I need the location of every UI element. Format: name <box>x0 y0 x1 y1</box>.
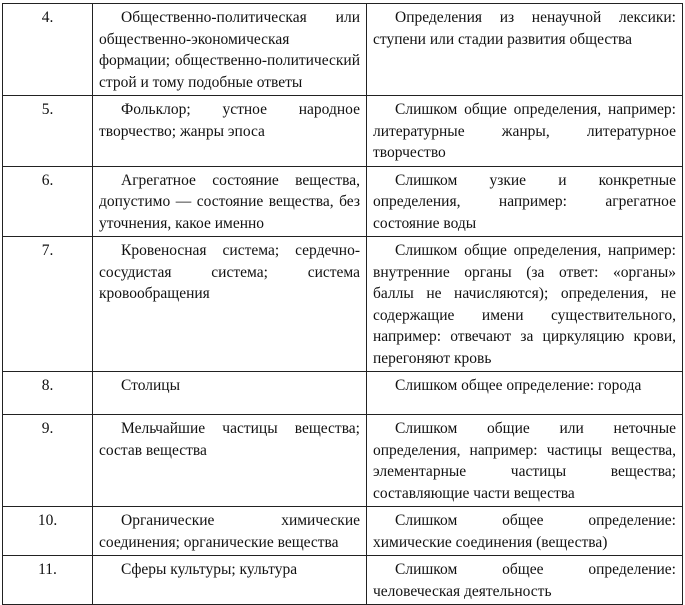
note-text: Слишком узкие и конкретные определения, например: агрегатное состояние воды <box>373 171 676 232</box>
note-cell <box>367 556 683 605</box>
row-number-cell <box>3 96 93 167</box>
note-text: Слишком общее определение: города <box>395 377 642 394</box>
answer-text: Агрегатное состояние вещества, допустимо — состояние вещества, без уточнения, какое именно <box>99 171 360 232</box>
row-number-cell <box>3 507 93 556</box>
row-number: 6. <box>41 171 54 189</box>
criteria-table-body <box>3 4 683 605</box>
row-number: 11. <box>38 561 57 578</box>
table-row <box>3 166 683 237</box>
row-number-cell <box>3 166 93 237</box>
note-cell <box>367 415 683 507</box>
answer-cell <box>93 415 367 507</box>
note-cell <box>367 4 683 96</box>
table-row <box>3 4 683 96</box>
note-text: Определения из ненаучной лексики: ступени или стадии развития общества <box>373 9 676 48</box>
answer-text: Общественно-политическая или общественно-экономическая формации; общественно-политический строй и тому подобные ответы <box>99 9 360 91</box>
answer-text: Органические химические соединения; органические вещества <box>99 512 360 551</box>
criteria-table <box>2 3 683 605</box>
note-cell <box>367 96 683 167</box>
answer-text: Столицы <box>121 377 180 394</box>
table-row <box>3 96 683 167</box>
note-cell <box>367 507 683 556</box>
note-text: Слишком общие определения, например: литературные жанры, литературное творчество <box>373 101 676 161</box>
answer-cell <box>93 372 367 415</box>
row-number-cell <box>3 415 93 507</box>
table-row <box>3 237 683 372</box>
row-number: 10. <box>37 512 58 529</box>
answer-cell <box>93 166 367 237</box>
row-number-cell <box>3 4 93 96</box>
answer-text: Мельчайшие частицы вещества; состав вещества <box>99 420 360 459</box>
table-row <box>3 372 683 415</box>
answer-cell <box>93 556 367 605</box>
answer-text: Фольклор; устное народное творчество; жанры эпоса <box>99 101 360 140</box>
row-number: 7. <box>41 242 54 259</box>
row-number: 9. <box>41 420 54 437</box>
row-number-cell <box>3 372 93 415</box>
row-number-cell <box>3 556 93 605</box>
answer-cell <box>93 507 367 556</box>
note-text: Слишком общее определение: человеческая деятельность <box>373 561 676 600</box>
note-text: Слишком общие или неточные определения, например: частицы вещества, элементарные частицы вещества; составляющие части вещества <box>373 420 676 502</box>
table-row <box>3 556 683 605</box>
answer-cell <box>93 96 367 167</box>
note-text: Слишком общие определения, например: внутренние органы (за ответ: «органы» баллы не начисляются); определения, не содержащие имени существительного, например: отвечают за циркуляцию крови, перегоняют кровь <box>373 242 676 367</box>
row-number: 5. <box>41 101 54 118</box>
row-number: 4. <box>41 9 54 26</box>
answer-text: Сферы культуры; культура <box>121 561 298 578</box>
answer-text: Кровеносная система; сердечно-сосудистая система; система кровообращения <box>99 242 360 302</box>
table-row <box>3 415 683 507</box>
table-row <box>3 507 683 556</box>
note-cell <box>367 237 683 372</box>
answer-cell <box>93 237 367 372</box>
row-number-cell <box>3 237 93 372</box>
row-number: 8. <box>41 377 54 394</box>
answer-cell <box>93 4 367 96</box>
note-text: Слишком общее определение: химические соединения (вещества) <box>373 512 676 551</box>
note-cell <box>367 166 683 237</box>
note-cell <box>367 372 683 415</box>
